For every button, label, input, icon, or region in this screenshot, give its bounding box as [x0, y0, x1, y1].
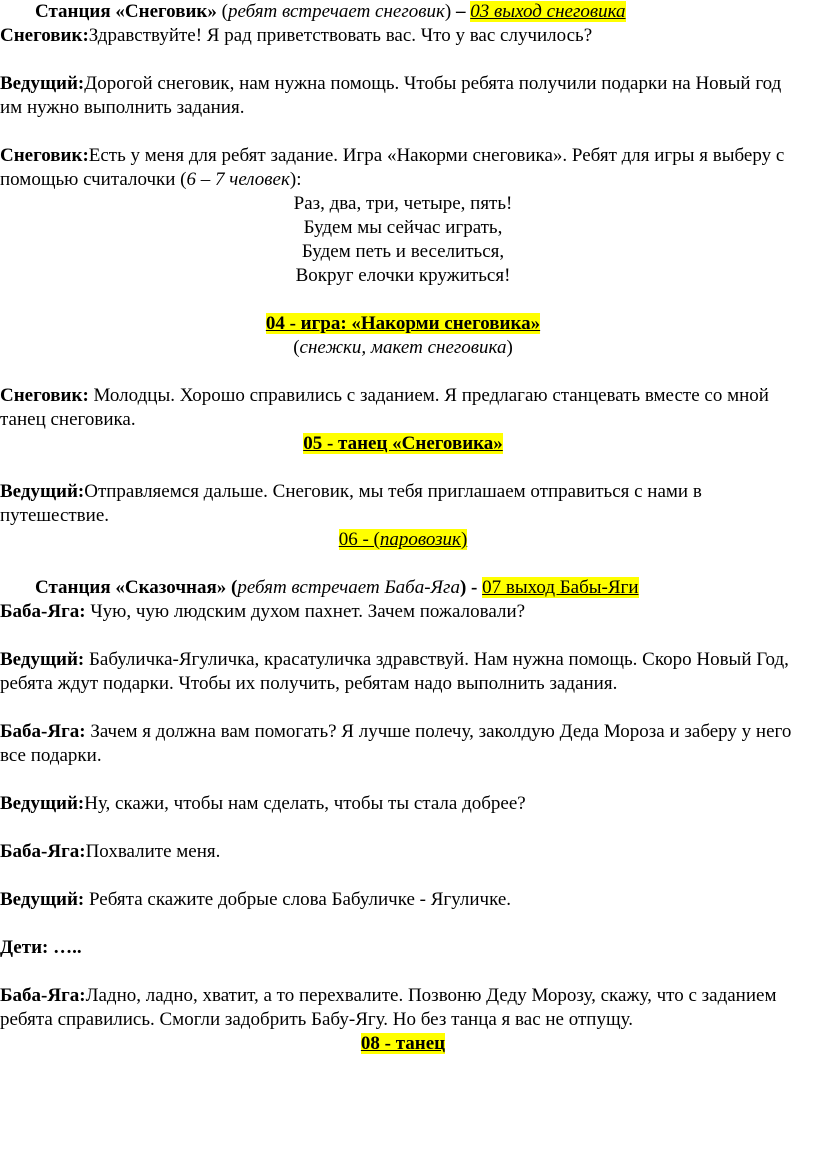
- cue-line: [0, 432, 806, 456]
- spacer: [0, 864, 806, 888]
- cue-line: [0, 1032, 806, 1056]
- paren-close: ): [506, 337, 513, 358]
- cue-number: 06 - (: [338, 529, 380, 550]
- dialogue-text: Отправляемся дальше. Снеговик, мы тебя приглашаем отправиться с нами в путешествие.: [0, 481, 702, 526]
- spacer: [0, 48, 806, 72]
- audio-cue-04: 04 - игра: «Накорми снеговика»: [265, 313, 541, 334]
- spacer: [0, 552, 806, 576]
- dialogue-line: [0, 888, 806, 912]
- dialogue-line: [0, 840, 806, 864]
- spacer: [0, 360, 806, 384]
- stage-direction: 6 – 7 человек: [186, 169, 290, 190]
- poem-line: Будем петь и веселиться,: [301, 241, 505, 262]
- speaker-label: Ведущий:: [0, 649, 85, 670]
- dialogue-text: Похвалите меня.: [85, 841, 221, 862]
- stage-direction: ребят встречает снеговик: [227, 1, 445, 22]
- spacer: [0, 912, 806, 936]
- paren-open: (: [293, 337, 300, 358]
- cue-line: [0, 312, 806, 336]
- paren-close: ): [444, 1, 456, 22]
- dialogue-line: [0, 144, 806, 192]
- speaker-label: Снеговик:: [0, 385, 89, 406]
- speaker-label: Баба-Яга:: [0, 721, 86, 742]
- audio-cue-05: 05 - танец «Снеговика»: [303, 433, 503, 454]
- speaker-label: Дети: …..: [0, 937, 82, 958]
- props-text: снежки, макет снеговика: [299, 337, 507, 358]
- speaker-label: Баба-Яга:: [0, 601, 86, 622]
- stage-direction: ребят встречает Баба-Яга: [237, 577, 460, 598]
- station-fairy-heading: [0, 576, 806, 600]
- poem-line: Будем мы сейчас играть,: [303, 217, 503, 238]
- dash: –: [455, 1, 466, 22]
- speaker-label: Ведущий:: [0, 793, 85, 814]
- dialogue-text: Есть у меня для ребят задание. Игра «Накорми снеговика». Ребят для игры я выберу с помощью считалочки (: [0, 145, 785, 190]
- dialogue-text: Бабуличка-Ягуличка, красатуличка здравствуй. Нам нужна помощь. Скоро Новый Год, ребята ждут подарки. Чтобы их получить, ребятам надо выполнить задания.: [0, 649, 789, 694]
- dialogue-line: [0, 480, 806, 528]
- cue-close: ): [460, 529, 468, 550]
- station-title: Станция «Снеговик»: [35, 1, 217, 22]
- dialogue-line: [0, 984, 806, 1032]
- dialogue-text: Молодцы. Хорошо справились с заданием. Я предлагаю станцевать вместе со мной танец снеговика.: [0, 385, 769, 430]
- spacer: [0, 624, 806, 648]
- dialogue-text: Здравствуйте! Я рад приветствовать вас. Что у вас случилось?: [88, 25, 593, 46]
- audio-cue-03: 03 выход снеговика: [470, 1, 626, 22]
- dialogue-line: [0, 720, 806, 768]
- speaker-label: Ведущий:: [0, 889, 85, 910]
- dialogue-text: Ребята скажите добрые слова Бабуличке - Ягуличке.: [84, 889, 512, 910]
- spacer: [0, 696, 806, 720]
- paren-close: ) -: [459, 577, 483, 598]
- spacer: [0, 960, 806, 984]
- spacer: [0, 120, 806, 144]
- station-title: Станция «Сказочная» (: [35, 577, 238, 598]
- dialogue-line: [0, 384, 806, 432]
- dialogue-line: [0, 600, 806, 624]
- paren-open: (: [216, 1, 228, 22]
- speaker-label: Снеговик:: [0, 25, 89, 46]
- props-line: [0, 336, 806, 360]
- spacer: [0, 288, 806, 312]
- dialogue-line: [0, 648, 806, 696]
- speaker-label: Баба-Яга:: [0, 985, 86, 1006]
- dialogue-text: Ладно, ладно, хватит, а то перехвалите. Позвоню Деду Морозу, скажу, что с заданием ребята справились. Смогли задобрить Бабу-Ягу. Но без танца я вас не отпущу.: [0, 985, 777, 1030]
- audio-cue-06: [339, 529, 468, 550]
- dialogue-text: Дорогой снеговик, нам нужна помощь. Чтобы ребята получили подарки на Новый год им нужно выполнить задания.: [0, 73, 782, 118]
- speaker-label: Ведущий:: [0, 481, 85, 502]
- dialogue-text: Зачем я должна вам помогать? Я лучше полечу, заколдую Деда Мороза и заберу у него все подарки.: [0, 721, 792, 766]
- cue-title: паровозик: [379, 529, 461, 550]
- speaker-label: Снеговик:: [0, 145, 89, 166]
- dialogue-line: [0, 792, 806, 816]
- spacer: [0, 456, 806, 480]
- speaker-label: Баба-Яга:: [0, 841, 86, 862]
- dialogue-line: [0, 72, 806, 120]
- poem-line: Раз, два, три, четыре, пять!: [293, 193, 513, 214]
- cue-line: [0, 528, 806, 552]
- dialogue-line: [0, 24, 806, 48]
- spacer: [0, 816, 806, 840]
- audio-cue-08: 08 - танец: [360, 1033, 446, 1054]
- dialogue-text-end: ):: [289, 169, 302, 190]
- spacer: [0, 768, 806, 792]
- speaker-label: Ведущий:: [0, 73, 85, 94]
- audio-cue-07: 07 выход Бабы-Яги: [482, 577, 639, 598]
- station-snowman-heading: [0, 0, 806, 24]
- dialogue-text: Ну, скажи, чтобы нам сделать, чтобы ты стала добрее?: [84, 793, 526, 814]
- dialogue-text: Чую, чую людским духом пахнет. Зачем пожаловали?: [85, 601, 526, 622]
- poem-line: Вокруг елочки кружиться!: [295, 265, 511, 286]
- dialogue-line: [0, 936, 806, 960]
